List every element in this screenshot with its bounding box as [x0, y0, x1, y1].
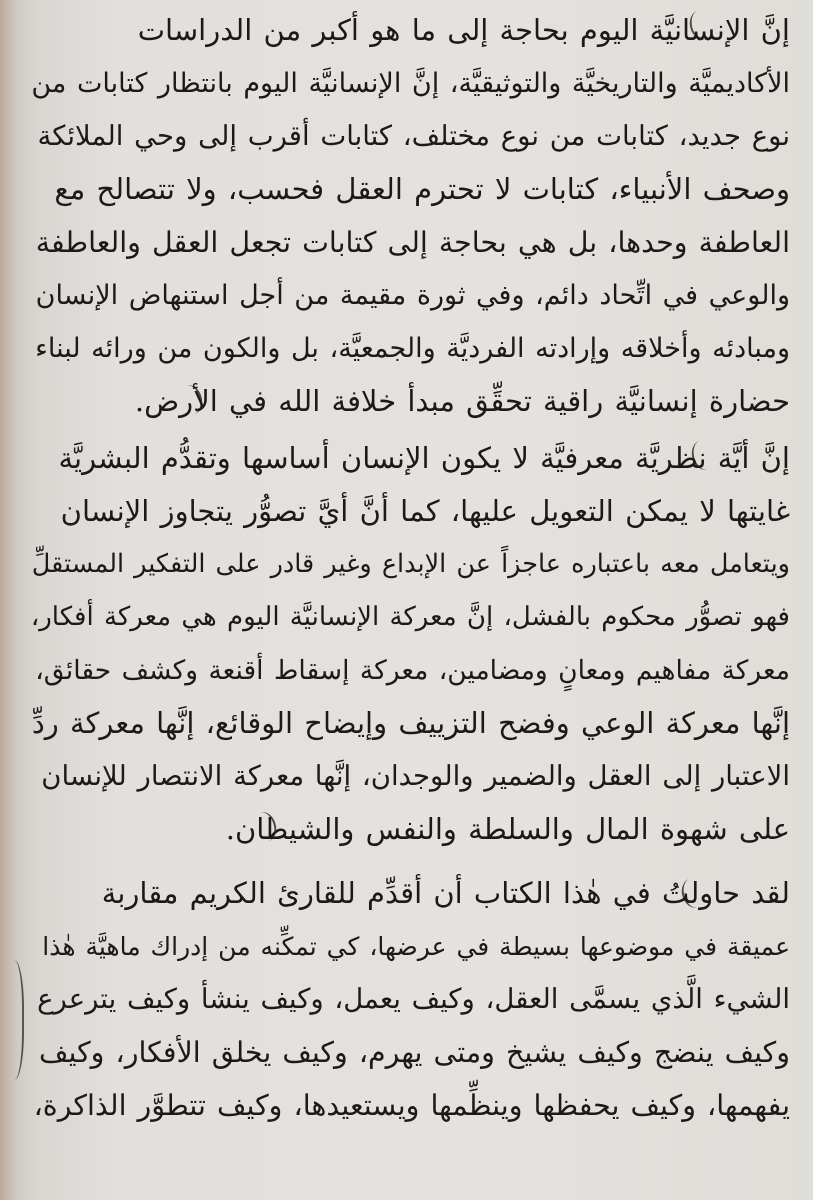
text-line: الأكاديميَّة والتاريخيَّة والتوثيقيَّة، إنَّ الإنسانيَّة اليوم بانتظار كتابات من: [31, 68, 790, 99]
text-line: فهو تصوُّر محكوم بالفشل، إنَّ معركة الإنسانيَّة اليوم هي معركة أفكار،: [30, 602, 790, 632]
paragraph-3: [30, 867, 790, 1132]
text-line: على شهوة المال والسلطة والنفس والشيطان.: [225, 812, 790, 846]
text-line: إنَّها معركة الوعي وفضح التزييف وإيضاح الوقائع، إنَّها معركة ردِّ: [31, 706, 790, 740]
paragraph-2: [30, 432, 790, 856]
text-line: إنَّ أيَّة نظريَّة معرفيَّة لا يكون الإنسان أساسها وتقدُّم البشريَّة: [58, 441, 790, 475]
text-line: والوعي في اتِّحاد دائم، وفي ثورة مقيمة من أجل استنهاض الإنسان: [35, 280, 790, 311]
text-line: إنَّ الإنسانيَّة اليوم بحاجة إلى ما هو أكبر من الدراسات: [137, 13, 790, 47]
text-line: نوع جديد، كتابات من نوع مختلف، كتابات أقرب إلى وحي الملائكة: [37, 120, 790, 152]
text-line: حضارة إنسانيَّة راقية تحقِّق مبدأ خلافة الله في الأرض.: [134, 384, 790, 418]
text-line: غايتها لا يمكن التعويل عليها، كما أنَّ أيَّ تصوُّر يتجاوز الإنسان: [60, 494, 790, 528]
text-line: الشيء الَّذي يسمَّى العقل، وكيف يعمل، وكيف ينشأ وكيف يترعرع: [37, 983, 790, 1015]
text-line: يفهمها، وكيف يحفظها وينظِّمها ويستعيدها، وكيف تتطوَّر الذاكرة،: [33, 1089, 790, 1122]
text-line: لقد حاولتُ في هٰذا الكتاب أن أقدِّم للقارئ الكريم مقاربة: [101, 876, 790, 910]
text-line: العاطفة وحدها، بل هي بحاجة إلى كتابات تجعل العقل والعاطفة: [35, 226, 790, 259]
text-line: الاعتبار إلى العقل والضمير والوجدان، إنَّها معركة الانتصار للإنسان: [41, 760, 790, 792]
text-line: عميقة في موضوعها بسيطة في عرضها، كي تمكِّنه من إدراك ماهيَّة هٰذا: [42, 932, 790, 961]
text-line: ومبادئه وأخلاقه وإرادته الفرديَّة والجمعيَّة، بل والكون من ورائه لبناء: [35, 333, 790, 364]
text-line: وصحف الأنبياء، كتابات لا تحترم العقل فحسب، ولا تتصالح مع: [54, 172, 790, 206]
text-line: ويتعامل معه باعتباره عاجزاً عن الإبداع وغير قادر على التفكير المستقلِّ: [31, 549, 790, 579]
text-line: وكيف ينضج وكيف يشيخ ومتى يهرم، وكيف يخلق الأفكار، وكيف: [39, 1036, 790, 1069]
margin-pencil-mark: [0, 960, 24, 1080]
text-line: معركة مفاهيم ومعانٍ ومضامين، معركة إسقاط أقنعة وكشف حقائق،: [35, 655, 790, 686]
paragraph-1: [30, 4, 790, 428]
